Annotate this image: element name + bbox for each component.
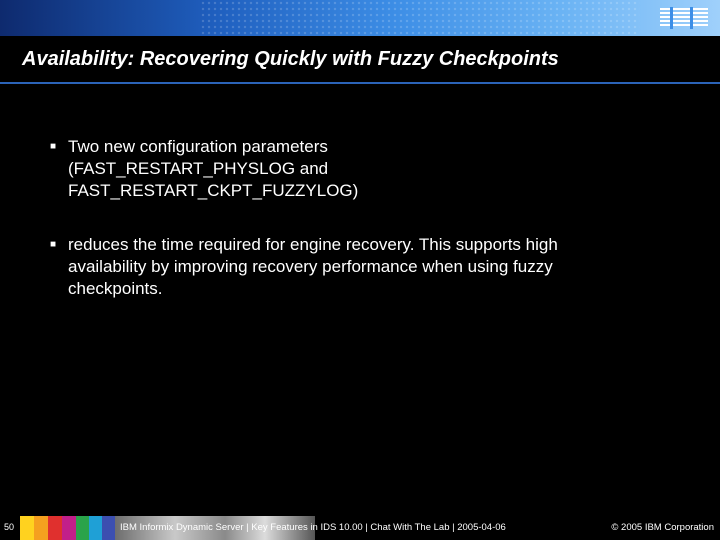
- footer-color-swatches: [20, 516, 115, 540]
- title-rule: [0, 82, 720, 84]
- footer-copyright: © 2005 IBM Corporation: [611, 522, 714, 533]
- color-swatch: [89, 516, 102, 540]
- bullet-line: Two new configuration parameters: [68, 137, 328, 156]
- bullet-square-icon: ■: [50, 239, 57, 250]
- bullet-item: [48, 136, 668, 202]
- bullet-line: (FAST_RESTART_PHYSLOG and: [68, 159, 329, 178]
- color-swatch: [20, 516, 34, 540]
- header-band: [0, 0, 720, 36]
- page-number: 50: [4, 522, 15, 532]
- bullet-line: reduces the time required for engine recovery. This supports high: [68, 235, 558, 254]
- bullet-line: FAST_RESTART_CKPT_FUZZYLOG): [68, 181, 359, 200]
- bullet-line: availability by improving recovery performance when using fuzzy: [68, 257, 553, 276]
- bullet-square-icon: ■: [50, 141, 57, 152]
- ibm-logo: [660, 7, 708, 29]
- header-pattern: [200, 0, 640, 36]
- color-swatch: [48, 516, 62, 540]
- color-swatch: [102, 516, 115, 540]
- color-swatch: [62, 516, 76, 540]
- color-swatch: [76, 516, 89, 540]
- color-swatch: [34, 516, 48, 540]
- page-title: Availability: Recovering Quickly with Fuzzy Checkpoints: [22, 48, 559, 70]
- bullet-line: checkpoints.: [68, 279, 163, 298]
- bullet-item: [48, 234, 668, 300]
- footer-caption: IBM Informix Dynamic Server | Key Features in IDS 10.00 | Chat With The Lab | 2005-04-06: [120, 522, 506, 533]
- bullet-list: [48, 136, 668, 332]
